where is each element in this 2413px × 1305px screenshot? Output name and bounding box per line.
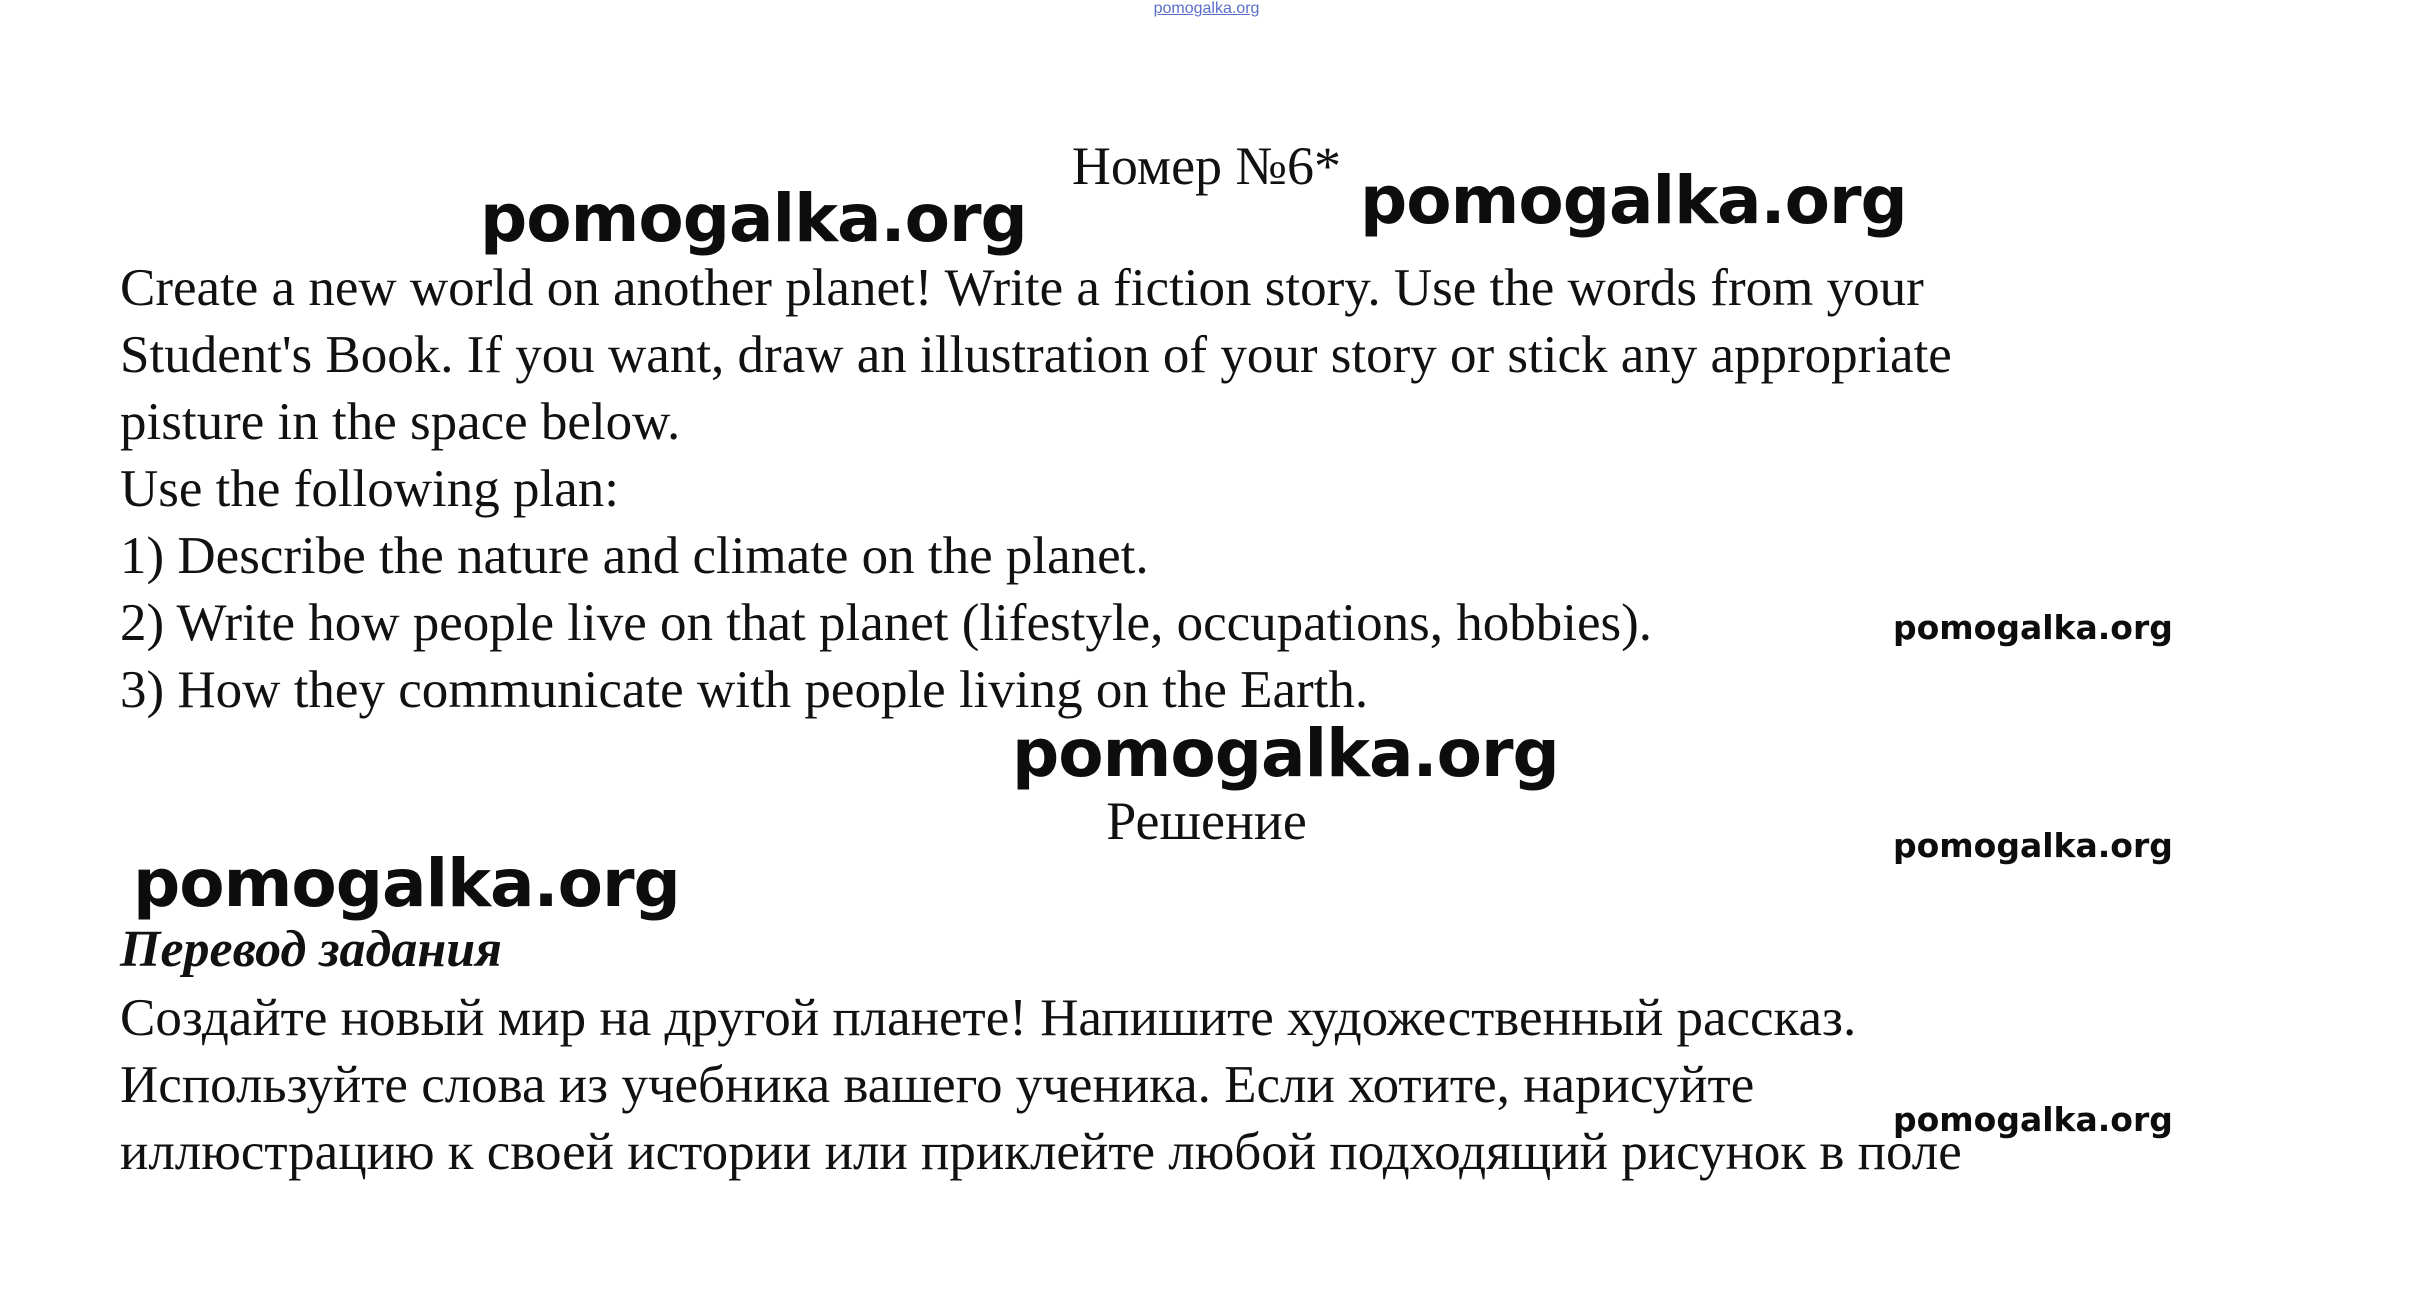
solution-heading: Решение: [1106, 791, 1307, 851]
task-text: [120, 255, 1952, 724]
watermark: pomogalka.org: [1893, 608, 2173, 647]
translation-line: Создайте новый мир на другой планете! Напишите художественный рассказ.: [120, 989, 1857, 1047]
translation-line: Используйте слова из учебника вашего ученика. Если хотите, нарисуйте: [120, 1056, 1755, 1114]
translation-text: [120, 985, 1962, 1186]
task-line: 2) Write how people live on that planet (lifestyle, occupations, hobbies).: [120, 594, 1653, 652]
watermark: pomogalka.org: [133, 845, 680, 922]
task-line: 3) How they communicate with people living on the Earth.: [120, 661, 1369, 719]
top-watermark-link[interactable]: pomogalka.org: [1153, 0, 1260, 17]
task-line: Create a new world on another planet! Write a fiction story. Use the words from your: [120, 259, 1924, 317]
watermark: pomogalka.org: [1893, 826, 2173, 865]
translation-line: иллюстрацию к своей истории или приклейте любой подходящий рисунок в поле: [120, 1123, 1962, 1181]
task-line: 1) Describe the nature and climate on the planet.: [120, 527, 1149, 585]
task-line: pisture in the space below.: [120, 393, 681, 451]
translation-subtitle: Перевод задания: [120, 921, 502, 978]
watermark: pomogalka.org: [1012, 715, 1559, 792]
task-line: Student's Book. If you want, draw an illustration of your story or stick any appropriate: [120, 326, 1952, 384]
watermark: pomogalka.org: [1893, 1100, 2173, 1139]
watermark: pomogalka.org: [480, 180, 1027, 257]
page-title: Номер №6*: [1071, 136, 1342, 196]
watermark: pomogalka.org: [1360, 162, 1907, 239]
task-line: Use the following plan:: [120, 460, 619, 518]
